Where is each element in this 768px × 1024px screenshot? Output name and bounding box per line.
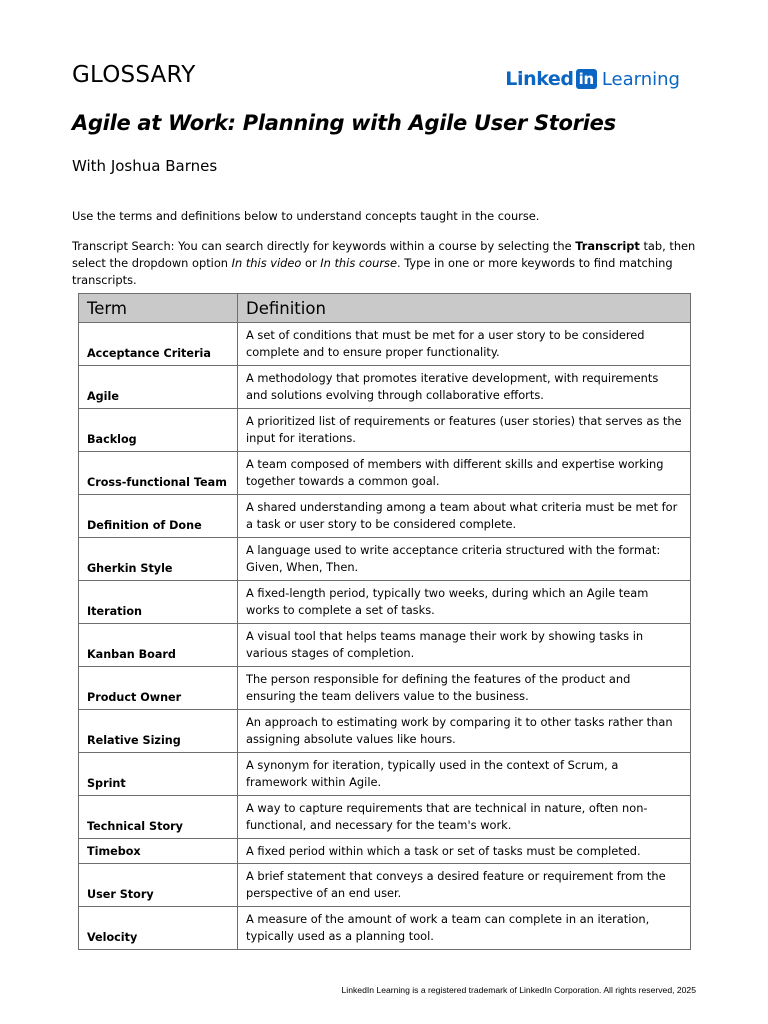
table-row bbox=[79, 409, 691, 452]
term-cell: Acceptance Criteria bbox=[79, 323, 238, 366]
term-cell: Product Owner bbox=[79, 667, 238, 710]
term-cell: Backlog bbox=[79, 409, 238, 452]
course-author: With Joshua Barnes bbox=[72, 157, 218, 175]
search-note-part1: Transcript Search: You can search directly for keywords within a course by selecting the bbox=[72, 239, 576, 253]
logo-word-linked: Linked bbox=[505, 68, 574, 90]
definition-cell: A team composed of members with different skills and expertise working together towards a common goal. bbox=[238, 452, 691, 495]
definition-cell: A measure of the amount of work a team can complete in an iteration, typically used as a planning tool. bbox=[238, 907, 691, 950]
table-row bbox=[79, 753, 691, 796]
glossary-header-row bbox=[79, 294, 691, 323]
term-cell: Gherkin Style bbox=[79, 538, 238, 581]
search-note-part4: . Type in one or more keywords to find matching transcripts. bbox=[72, 256, 673, 287]
linkedin-learning-logo bbox=[505, 66, 680, 92]
copyright-footer: LinkedIn Learning is a registered trademark of LinkedIn Corporation. All rights reserved, 2025 bbox=[341, 985, 696, 995]
definition-cell: A way to capture requirements that are technical in nature, often non-functional, and necessary for the team's work. bbox=[238, 796, 691, 839]
intro-text: Use the terms and definitions below to understand concepts taught in the course. bbox=[72, 209, 540, 223]
glossary-table bbox=[78, 293, 691, 950]
logo-word-learning: Learning bbox=[601, 68, 680, 90]
table-row bbox=[79, 796, 691, 839]
term-cell: User Story bbox=[79, 864, 238, 907]
term-cell: Definition of Done bbox=[79, 495, 238, 538]
definition-cell: A fixed period within which a task or set of tasks must be completed. bbox=[238, 839, 691, 864]
column-header-term: Term bbox=[79, 294, 238, 323]
page-header bbox=[72, 62, 684, 94]
table-row bbox=[79, 581, 691, 624]
definition-cell: A brief statement that conveys a desired feature or requirement from the perspective of an end user. bbox=[238, 864, 691, 907]
search-note-in-this-course: In this course bbox=[320, 256, 397, 270]
table-row bbox=[79, 624, 691, 667]
table-row bbox=[79, 667, 691, 710]
definition-cell: A synonym for iteration, typically used in the context of Scrum, a framework within Agile. bbox=[238, 753, 691, 796]
term-cell: Iteration bbox=[79, 581, 238, 624]
search-note-transcript-bold: Transcript bbox=[575, 239, 640, 253]
search-note-part2: tab, then select the dropdown option bbox=[72, 239, 696, 270]
term-cell: Cross-functional Team bbox=[79, 452, 238, 495]
term-cell: Relative Sizing bbox=[79, 710, 238, 753]
table-row bbox=[79, 366, 691, 409]
logo-in-box: in bbox=[576, 69, 597, 89]
definition-cell: An approach to estimating work by comparing it to other tasks rather than assigning absolute values like hours. bbox=[238, 710, 691, 753]
definition-cell: The person responsible for defining the features of the product and ensuring the team delivers value to the business. bbox=[238, 667, 691, 710]
definition-cell: A fixed-length period, typically two weeks, during which an Agile team works to complete a set of tasks. bbox=[238, 581, 691, 624]
column-header-definition: Definition bbox=[238, 294, 691, 323]
table-row bbox=[79, 864, 691, 907]
definition-cell: A prioritized list of requirements or features (user stories) that serves as the input for iterations. bbox=[238, 409, 691, 452]
course-title: Agile at Work: Planning with Agile User Stories bbox=[72, 111, 616, 135]
table-row bbox=[79, 907, 691, 950]
transcript-search-note bbox=[72, 238, 702, 289]
definition-cell: A visual tool that helps teams manage their work by showing tasks in various stages of completion. bbox=[238, 624, 691, 667]
term-cell: Technical Story bbox=[79, 796, 238, 839]
search-note-part3: or bbox=[301, 256, 321, 270]
table-row bbox=[79, 323, 691, 366]
term-cell: Kanban Board bbox=[79, 624, 238, 667]
definition-cell: A set of conditions that must be met for a user story to be considered complete and to ensure proper functionality. bbox=[238, 323, 691, 366]
term-cell: Velocity bbox=[79, 907, 238, 950]
definition-cell: A methodology that promotes iterative development, with requirements and solutions evolving through collaborative efforts. bbox=[238, 366, 691, 409]
table-row bbox=[79, 495, 691, 538]
term-cell: Sprint bbox=[79, 753, 238, 796]
document-type-label: GLOSSARY bbox=[72, 62, 196, 88]
term-cell: Timebox bbox=[79, 839, 238, 864]
term-cell: Agile bbox=[79, 366, 238, 409]
definition-cell: A shared understanding among a team about what criteria must be met for a task or user story to be considered complete. bbox=[238, 495, 691, 538]
definition-cell: A language used to write acceptance criteria structured with the format: Given, When, Then. bbox=[238, 538, 691, 581]
table-row bbox=[79, 452, 691, 495]
table-row bbox=[79, 839, 691, 864]
table-row bbox=[79, 538, 691, 581]
table-row bbox=[79, 710, 691, 753]
search-note-in-this-video: In this video bbox=[231, 256, 302, 270]
